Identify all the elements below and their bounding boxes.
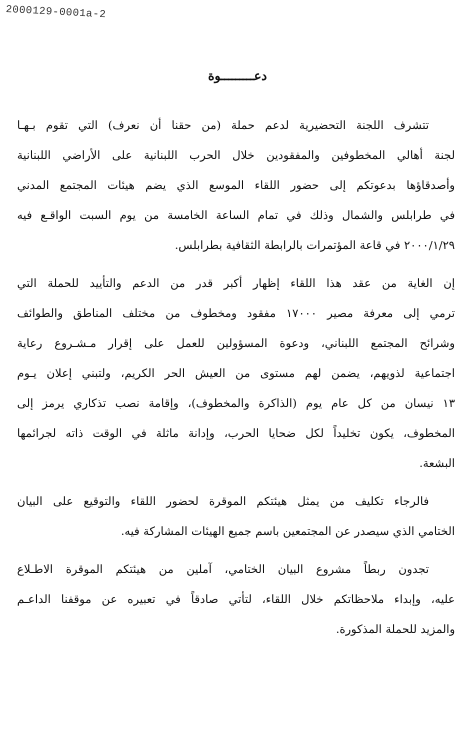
text-line: وأصدقاؤها بدعوتكم إلى حضور اللقاء الموسع الذي يضم هيئات المجتمع المدني	[17, 178, 455, 192]
text-line: وشرائح المجتمع اللبناني، ودعوة المسؤولين للعمل على إقرار مـشـروع رعاية	[17, 336, 455, 350]
text-line: ترمي إلى معرفة مصير ١٧٠٠٠ مفقود ومخطوف من مختلف المناطق والطوائف	[17, 306, 455, 320]
text-line: لجنة أهالي المخطوفين والمفقودين خلال الحرب اللبنانية على الأراضي اللبنانية	[17, 148, 455, 162]
text-line: في طرابلس والشمال وذلك في تمام الساعة الخامسة من يوم السبت الواقـع فيه	[17, 208, 455, 222]
text-line: تتشرف اللجنة التحضيرية لدعم حملة (من حقنا أن نعرف) التي تقوم بـهـا	[17, 118, 429, 132]
text-line: عليه، وإبداء ملاحظاتكم خلال اللقاء، لتأتي صادقاً في تعبيره عن موقفنا الداعـم	[17, 592, 455, 606]
paragraph-purpose	[17, 268, 455, 478]
text-line: المخطوف، يكون تخليداً لكل ضحايا الحرب، وإدانة ماثلة في الوقت ذاته لجرائمها	[17, 426, 455, 440]
text-line: تجدون ربطاً مشروع البيان الختامي، آملين من هيئتكم الموقرة الاطـلاع	[17, 562, 429, 576]
paragraph-attachment	[17, 554, 455, 644]
text-line: فالرجاء تكليف من يمثل هيئتكم الموقرة لحضور اللقاء والتوقيع على البيان	[17, 494, 429, 508]
document-id-stamp: 2000129-0001a-2	[5, 4, 107, 22]
document-title: دعـــــــــوة	[208, 68, 267, 83]
text-line: ٢٠٠٠/١/٢٩ في قاعة المؤتمرات بالرابطة الثقافية بطرابلس.	[174, 238, 455, 252]
text-line: الختامي الذي سيصدر عن المجتمعين باسم جميع الهيئات المشاركة فيه.	[120, 524, 455, 538]
text-line: والمزيد للحملة المذكورة.	[335, 622, 455, 636]
text-line: اجتماعية لذويهم، يضمن لهم مستوى من العيش الحر الكريم، ولتبني إعلان يـوم	[17, 366, 455, 380]
text-line: ١٣ نيسان من كل عام يوم (الذاكرة والمخطوف)، وإقامة نصب تذكاري يرمز إلى	[17, 396, 455, 410]
text-line: البشعة.	[419, 456, 455, 470]
text-line: إن الغاية من عقد هذا اللقاء إظهار أكبر قدر من الدعم والتأييد للحملة التي	[17, 276, 455, 290]
paragraph-request	[17, 486, 455, 546]
document-body	[17, 110, 455, 644]
paragraph-invitation	[17, 110, 455, 260]
